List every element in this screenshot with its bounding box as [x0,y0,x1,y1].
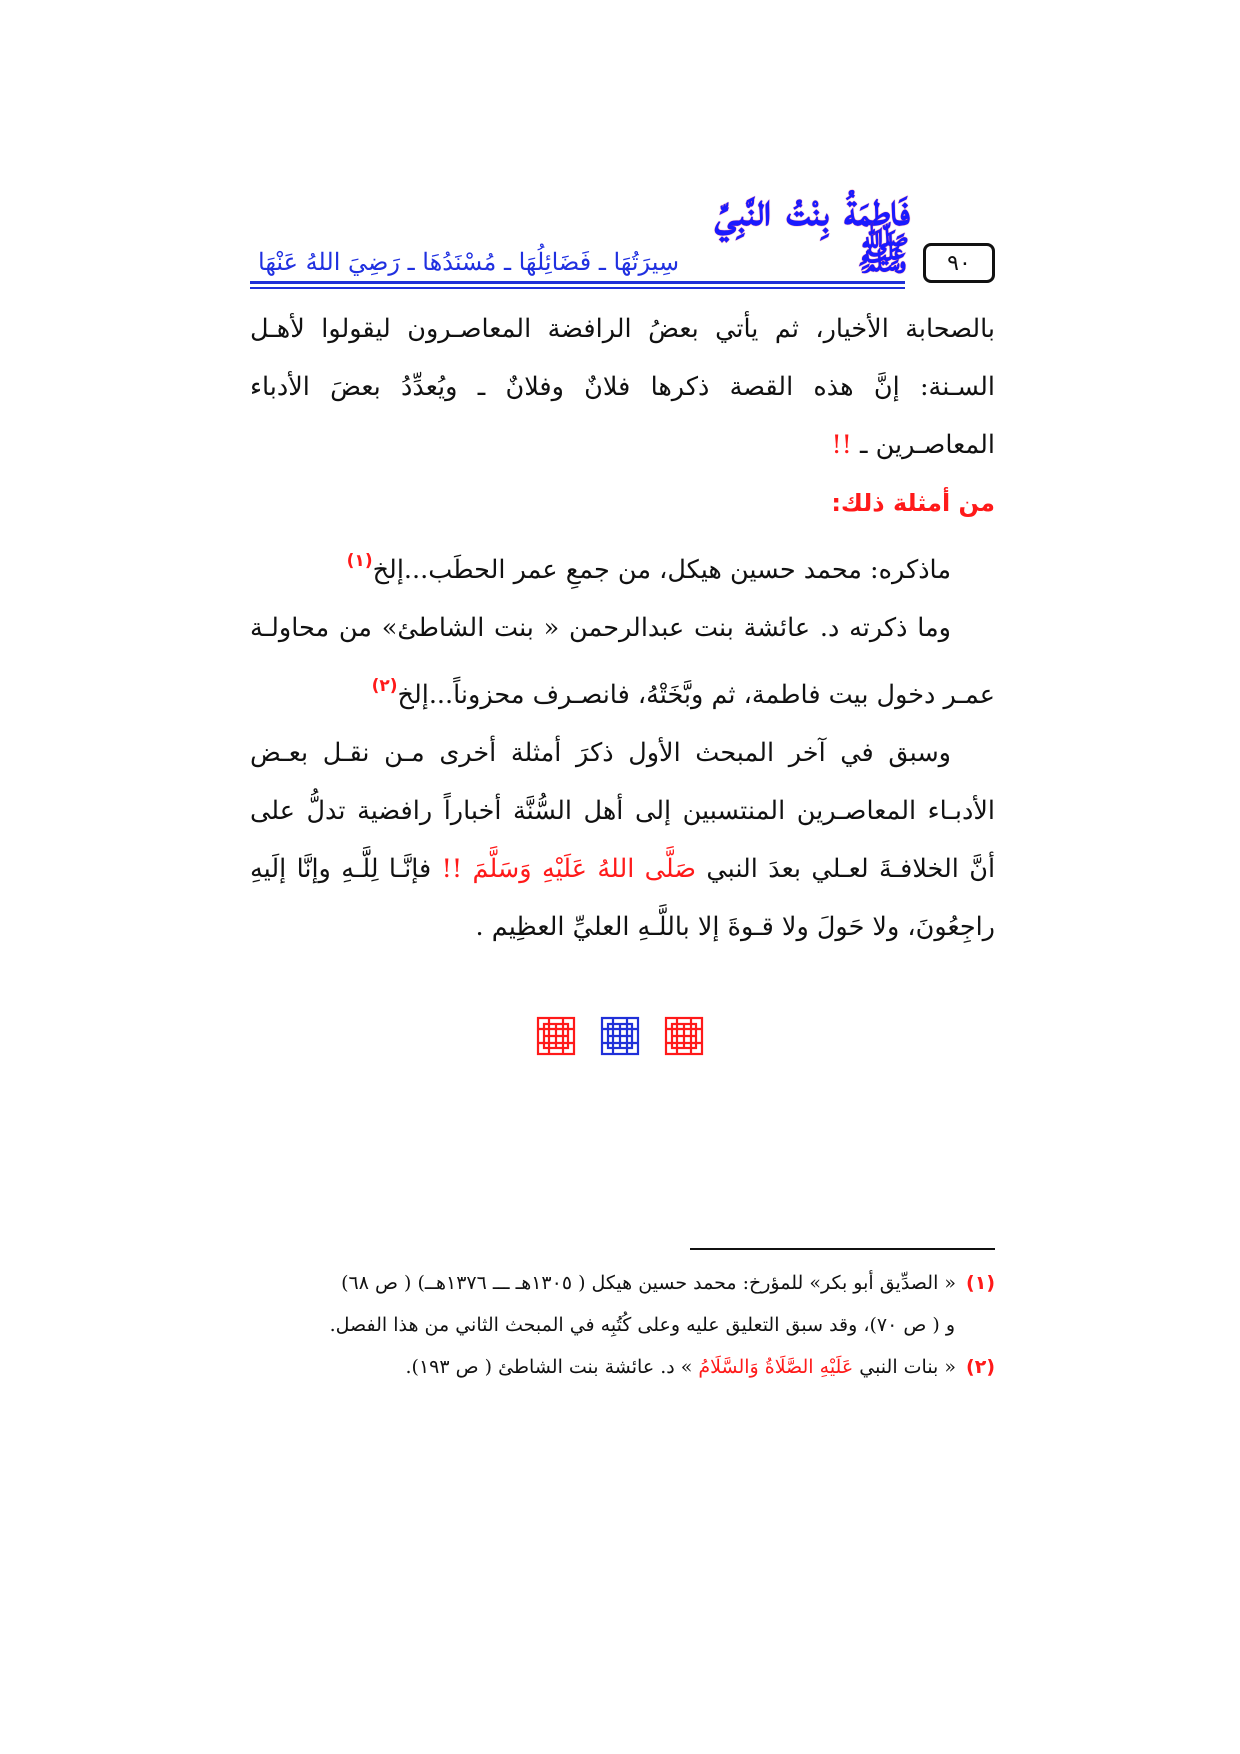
footnote-2-text-a: « بنات النبي [859,1356,957,1378]
footnotes [250,1262,995,1388]
knot-ornament-icon [663,1015,705,1057]
honorific: صَلَّى اللهُ عَلَيْهِ وَسَلَّمَ [472,854,697,884]
footnote-ref-2[interactable]: (٢) [371,676,398,696]
footnote-2 [250,1346,995,1388]
page-header [250,185,995,285]
paragraph-4-text-a: وسبق في آخر المبحث الأول ذكرَ أمثلة أخرى مـن نقـل بعـض الأدبـاء المعاصـرين المنتسبين إلى أهل السُّنَّة أخباراً رافضية تدلُّ على أنَّ الخلافـةَ لعـلي بعدَ النبي [250,738,996,884]
footnote-1-continuation [250,1304,995,1346]
exclamation-mark: !! [831,430,852,460]
paragraph-4-text-b: فإنَّـا لِلَّـهِ وإنَّا إلَيهِ راجِعُونَ، ولا حَولَ ولا قـوةَ إلا باللَّـهِ العليِّ العظِيم . [250,854,995,942]
section-divider-ornament [520,1015,720,1060]
paragraph-3-text: وما ذكرته د. عائشة بنت عبدالرحمن « بنت الشاطئ» من محاولـة عمـر دخول بيت فاطمة، ثم وبَّخَتْهُ، فانصـرف محزوناً...إلخ [250,613,995,710]
header-rule [250,281,905,284]
main-text [250,300,995,956]
footnote-2-honorific: عَلَيْهِ الصَّلَاةُ وَالسَّلَامُ [698,1356,854,1378]
book-title: فَاطِمَةُ بِنْتُ النَّبِيِّ ﷺ [714,185,910,280]
book-subtitle: سِيرَتُهَا ـ فَضَائِلُهَا ـ مُسْنَدُهَا ـ رَضِيَ اللهُ عَنْهَا [258,248,680,277]
footnote-1-cont-text: و ( ص ٧٠)، وقد سبق التعليق عليه وعلى كُتُبِه في المبحث الثاني من هذا الفصل. [329,1314,955,1336]
exclamation-mark-2: !! [441,854,463,884]
paragraph-4 [250,724,995,956]
footnote-2-text-b: » د. عائشة بنت الشاطئ ( ص ١٩٣). [405,1356,693,1378]
page-number: ٩٠ [923,243,995,283]
footnote-2-number: (٢) [966,1356,995,1378]
footnote-1-number: (١) [966,1272,995,1294]
paragraph-2 [250,532,995,599]
section-heading [250,474,995,532]
running-title [250,185,910,280]
heading-text: من أمثلة ذلك: [831,489,995,517]
knot-ornament-icon [535,1015,577,1057]
knot-ornament-icon [599,1015,641,1057]
footnote-1 [250,1262,995,1304]
footnote-1-text: « الصدِّيق أبو بكر» للمؤرخ: محمد حسين هيكل ( ١٣٠٥هـ ـــ ١٣٧٦هــ) ( ص ٦٨) [341,1272,957,1294]
footnote-ref-1[interactable]: (١) [346,551,373,571]
paragraph-1 [250,300,995,474]
paragraph-1-text: بالصحابة الأخيار، ثم يأتي بعضُ الرافضة المعاصـرون ليقولوا لأهـل السـنة: إنَّ هذه القصة ذكرها فلانٌ وفلانٌ ـ ويُعدِّدُ بعضَ الأدباء المعاصـرين ـ [250,314,995,460]
paragraph-3 [250,599,995,724]
footnote-separator [690,1248,995,1250]
paragraph-2-text: ماذكره: محمد حسين هيكل، من جمعِ عمر الحطَب...إلخ [372,555,951,585]
header-rule-secondary [250,287,905,289]
